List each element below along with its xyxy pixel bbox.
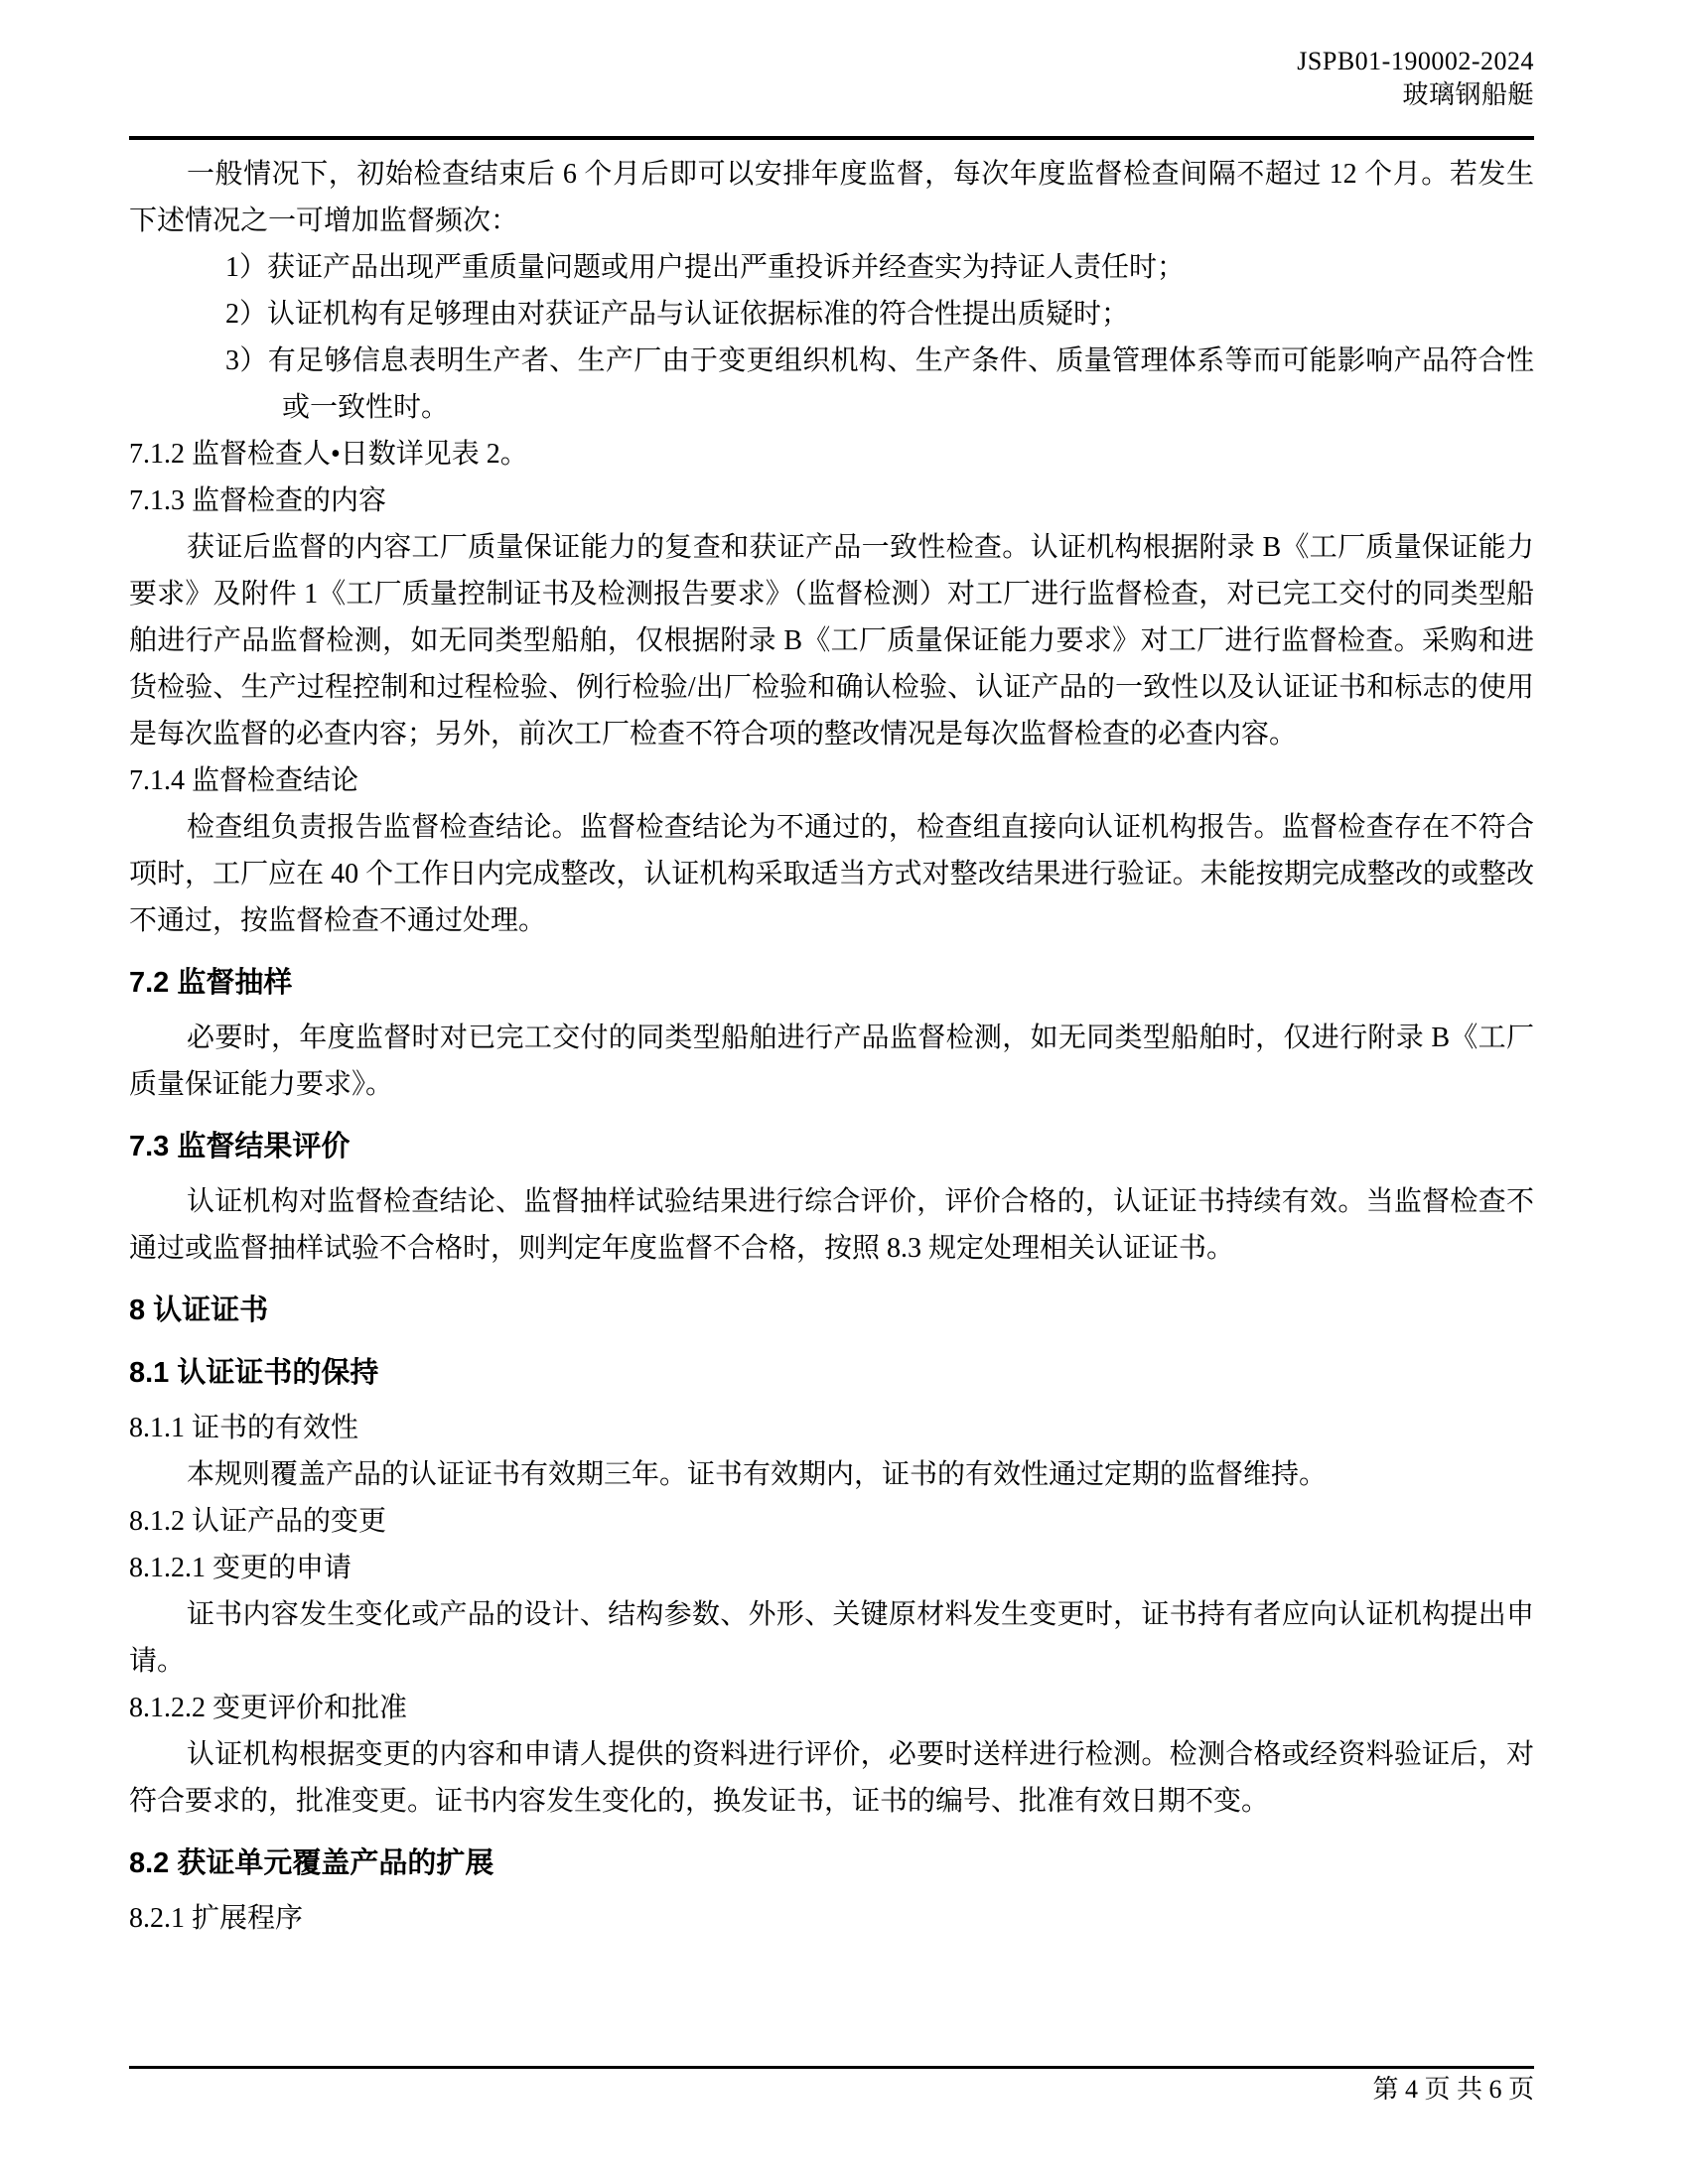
sub-heading: 7.1.4 监督检查结论 bbox=[129, 765, 359, 796]
sub-heading: 7.1.3 监督检查的内容 bbox=[129, 485, 387, 516]
chapter-heading: 8 认证证书 bbox=[129, 1295, 269, 1326]
paragraph: 证书内容发生变化或产品的设计、结构参数、外形、关键原材料发生变更时，证书持有者应向认证机构提出申请。 bbox=[129, 1599, 1534, 1677]
sub-heading: 8.1.2.1 变更的申请 bbox=[129, 1553, 352, 1583]
list-item: 1）获证产品出现严重质量问题或用户提出严重投诉并经查实为持证人责任时； bbox=[225, 252, 1186, 283]
sub-heading: 7.1.2 监督检查人•日数详见表 2。 bbox=[129, 439, 528, 470]
page-footer bbox=[129, 2066, 1534, 2107]
section-heading: 8.1 认证证书的保持 bbox=[129, 1357, 379, 1389]
page-header bbox=[129, 45, 1534, 140]
list-item: 3）有足够信息表明生产者、生产厂由于变更组织机构、生产条件、质量管理体系等而可能影响产品符合性或一致性时。 bbox=[225, 345, 1534, 423]
sub-heading: 8.1.2.2 变更评价和批准 bbox=[129, 1693, 408, 1723]
section-heading: 8.2 获证单元覆盖产品的扩展 bbox=[129, 1847, 494, 1879]
page-number: 第 4 页 共 6 页 bbox=[1372, 2075, 1534, 2104]
header-rule bbox=[129, 136, 1534, 140]
paragraph: 本规则覆盖产品的认证证书有效期三年。证书有效期内，证书的有效性通过定期的监督维持。 bbox=[187, 1459, 1328, 1490]
sub-heading: 8.1.2 认证产品的变更 bbox=[129, 1506, 387, 1537]
paragraph: 认证机构对监督检查结论、监督抽样试验结果进行综合评价，评价合格的，认证证书持续有效。当监督检查不通过或监督抽样试验不合格时，则判定年度监督不合格，按照 8.3 规定处理相关认证证书。 bbox=[129, 1186, 1534, 1264]
section-heading: 7.2 监督抽样 bbox=[129, 967, 293, 999]
document-code: JSPB01-190002-2024 bbox=[1297, 47, 1534, 75]
paragraph: 认证机构根据变更的内容和申请人提供的资料进行评价，必要时送样进行检测。检测合格或经资料验证后，对符合要求的，批准变更。证书内容发生变化的，换发证书，证书的编号、批准有效日期不变。 bbox=[129, 1739, 1534, 1817]
paragraph: 必要时，年度监督时对已完工交付的同类型船舶进行产品监督检测，如无同类型船舶时，仅进行附录 B《工厂质量保证能力要求》。 bbox=[129, 1023, 1534, 1100]
paragraph: 一般情况下，初始检查结束后 6 个月后即可以安排年度监督，每次年度监督检查间隔不超过 12 个月。若发生下述情况之一可增加监督频次： bbox=[129, 159, 1534, 236]
list-item: 2）认证机构有足够理由对获证产品与认证依据标准的符合性提出质疑时； bbox=[225, 299, 1130, 330]
paragraph: 获证后监督的内容工厂质量保证能力的复查和获证产品一致性检查。认证机构根据附录 B《工厂质量保证能力要求》及附件 1《工厂质量控制证书及检测报告要求》（监督检测）对工厂进行监督检查，对已完工交付的同类型船舶进行产品监督检测，如无同类型船舶，仅根据附录 B《工厂质量保证能力要求》对工厂进行监督检查。采购和进货检验、生产过程控制和过程检验、例行检验/出厂检验和确认检验、认证产品的一致性以及认证证书和标志的使用是每次监督的必查内容；另外，前次工厂检查不符合项的整改情况是每次监督检查的必查内容。 bbox=[129, 532, 1534, 750]
section-heading: 7.3 监督结果评价 bbox=[129, 1131, 351, 1162]
footer-rule bbox=[129, 2066, 1534, 2069]
paragraph: 检查组负责报告监督检查结论。监督检查结论为不通过的，检查组直接向认证机构报告。监督检查存在不符合项时，工厂应在 40 个工作日内完成整改，认证机构采取适当方式对整改结果进行验证。未能按期完成整改的或整改不通过，按监督检查不通过处理。 bbox=[129, 812, 1534, 936]
document-product-name: 玻璃钢船艇 bbox=[1402, 80, 1534, 109]
sub-heading: 8.2.1 扩展程序 bbox=[129, 1903, 304, 1934]
document-body bbox=[129, 151, 1534, 1942]
sub-heading: 8.1.1 证书的有效性 bbox=[129, 1413, 359, 1443]
